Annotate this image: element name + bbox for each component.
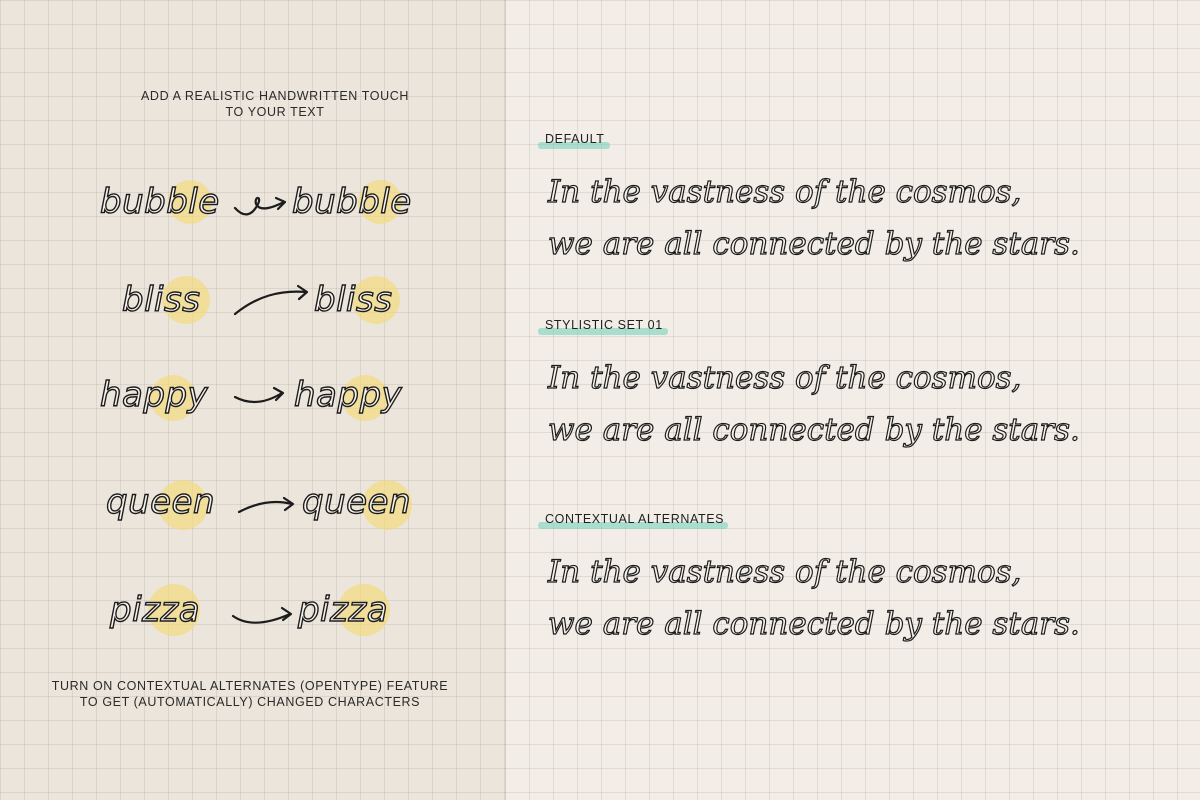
word-after: queen [302, 482, 412, 522]
arrow-icon [230, 602, 296, 628]
sample-line-1: In the vastness of the cosmos, [548, 174, 1022, 210]
word-before: pizza [110, 590, 201, 630]
sample-line-1: In the vastness of the cosmos, [548, 554, 1022, 590]
sample-text-contextual-alternates [548, 546, 1080, 650]
note-line-1: TURN ON CONTEXTUAL ALTERNATES (OPENTYPE) FEATURE [51, 679, 449, 693]
sample-line-1: In the vastness of the cosmos, [548, 360, 1022, 396]
sample-label-contextual-alternates: CONTEXTUAL ALTERNATES [545, 512, 725, 526]
word-after: bubble [292, 182, 412, 222]
example-pair-queen [0, 472, 505, 542]
sample-label-stylistic-set: STYLISTIC SET 01 [545, 318, 663, 332]
arrow-icon [232, 383, 288, 409]
word-after: happy [294, 375, 403, 415]
sample-line-2: we are all connected by the stars. [548, 226, 1080, 262]
intro-line-1: ADD A REALISTIC HANDWRITTEN TOUCH [141, 89, 409, 103]
word-before: bliss [122, 280, 201, 320]
example-pair-bubble [0, 172, 505, 242]
sample-line-2: we are all connected by the stars. [548, 412, 1080, 448]
sample-line-2: we are all connected by the stars. [548, 606, 1080, 642]
sample-text-default [548, 166, 1080, 270]
note-caption [30, 678, 470, 710]
word-before: queen [106, 482, 216, 522]
example-pair-bliss [0, 270, 505, 340]
intro-caption [110, 88, 440, 120]
word-before: happy [100, 375, 209, 415]
arrow-icon [232, 190, 288, 220]
panel-divider [505, 0, 506, 800]
intro-line-2: TO YOUR TEXT [225, 105, 325, 119]
note-line-2: TO GET (AUTOMATICALLY) CHANGED CHARACTERS [79, 695, 421, 709]
word-before: bubble [100, 182, 220, 222]
word-after: bliss [314, 280, 393, 320]
word-after: pizza [298, 590, 389, 630]
arrow-icon [232, 282, 312, 318]
arrow-icon [236, 494, 298, 518]
sample-text-stylistic-set [548, 352, 1080, 456]
example-pair-happy [0, 365, 505, 435]
example-pair-pizza [0, 580, 505, 650]
sample-label-default: DEFAULT [545, 132, 605, 146]
